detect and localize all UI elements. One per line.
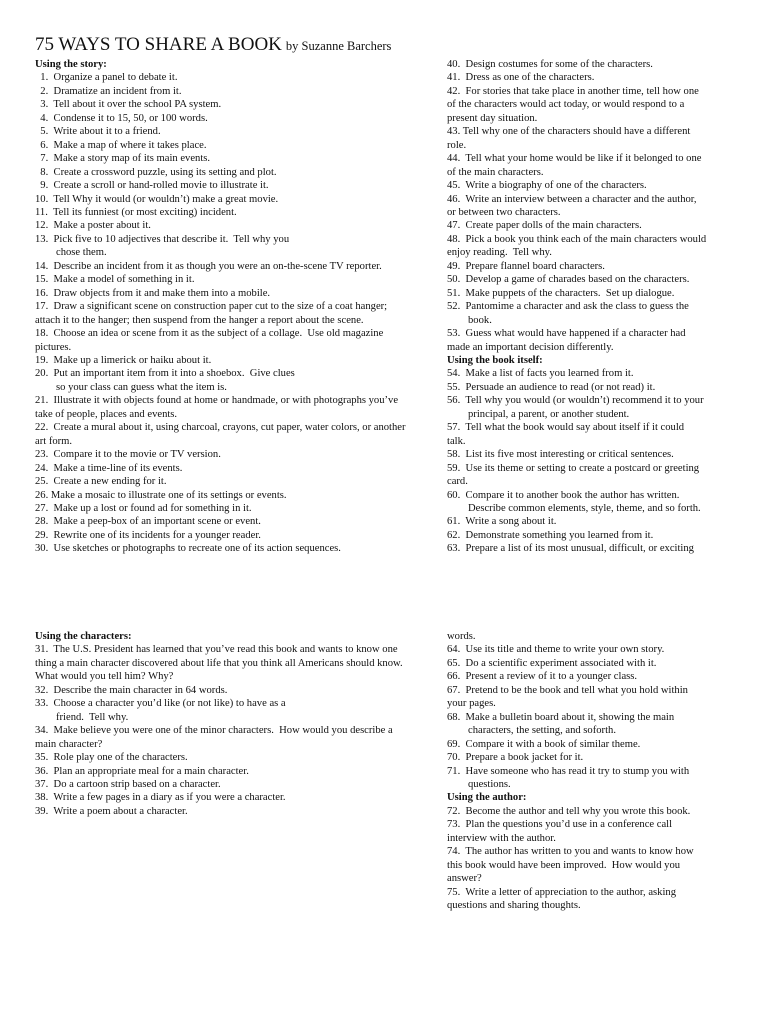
list-line: 64. Use its title and theme to write your own story. (447, 644, 665, 656)
list-line: 10. Tell Why it would (or wouldn’t) make a great movie. (35, 193, 279, 205)
list-line: 44. Tell what your home would be like if it belonged to one (447, 153, 702, 165)
list-line: 27. Make up a lost or found ad for something in it. (35, 502, 252, 514)
list-line: 50. Develop a game of charades based on the characters. (447, 274, 690, 286)
list-line: so your class can guess what the item is. (56, 381, 227, 393)
list-line: chose them. (56, 247, 107, 259)
list-line: 42. For stories that take place in another time, tell how one (447, 85, 699, 97)
list-line: questions. (468, 778, 511, 790)
list-line: book. (468, 314, 492, 326)
list-line: 36. Plan an appropriate meal for a main character. (35, 765, 249, 777)
section-heading: Using the author: (447, 792, 527, 804)
list-line: 30. Use sketches or photographs to recreate one of its action sequences. (35, 543, 341, 555)
list-line: 16. Draw objects from it and make them into a mobile. (35, 287, 271, 299)
list-line: 13. Pick five to 10 adjectives that describe it. Tell why you (35, 233, 290, 245)
list-line: 45. Write a biography of one of the characters. (447, 180, 647, 192)
list-line: 8. Create a crossword puzzle, using its setting and plot. (35, 166, 277, 178)
list-line: 51. Make puppets of the characters. Set up dialogue. (447, 287, 675, 299)
list-line: 56. Tell why you would (or wouldn’t) recommend it to your (447, 395, 704, 407)
list-line: thing a main character discovered about life that you think all Americans should know. (35, 657, 403, 669)
list-line: enjoy reading. Tell why. (447, 247, 552, 259)
list-line: your pages. (447, 698, 496, 710)
section-heading: Using the book itself: (447, 354, 543, 366)
list-line: 53. Guess what would have happened if a character had (447, 328, 686, 340)
list-line: 65. Do a scientific experiment associated with it. (447, 657, 657, 669)
list-line: role. (447, 139, 467, 151)
list-line: 17. Draw a significant scene on construction paper cut to the size of a coat hanger; (35, 301, 388, 313)
list-line: 6. Make a map of where it takes place. (35, 139, 207, 151)
list-line: 11. Tell its funniest (or most exciting) incident. (35, 206, 237, 218)
list-line: 40. Design costumes for some of the characters. (447, 59, 653, 70)
list-line: 31. The U.S. President has learned that you’ve read this book and wants to know one (35, 644, 398, 656)
list-line: 62. Demonstrate something you learned from it. (447, 529, 654, 541)
list-line: 55. Persuade an audience to read (or not read) it. (447, 381, 656, 393)
list-line: 43. Tell why one of the characters should have a different (447, 126, 691, 138)
list-line: 4. Condense it to 15, 50, or 100 words. (35, 112, 208, 124)
column-book-and-author (447, 630, 737, 913)
list-line: questions and sharing thoughts. (447, 900, 581, 912)
list-line: of the main characters. (447, 166, 544, 178)
list-line: 32. Describe the main character in 64 words. (35, 684, 228, 696)
list-line: card. (447, 476, 468, 488)
list-line: 34. Make believe you were one of the minor characters. How would you describe a (35, 725, 393, 737)
list-line: 72. Become the author and tell why you wrote this book. (447, 805, 691, 817)
title-main: 75 WAYS TO SHARE A BOOK (35, 34, 282, 55)
list-line: 67. Pretend to be the book and tell what you hold within (447, 684, 688, 696)
list-line: 39. Write a poem about a character. (35, 805, 188, 817)
list-line: Describe common elements, style, theme, and so forth. (468, 502, 701, 514)
list-line: 52. Pantomime a character and ask the class to guess the (447, 301, 689, 313)
list-line: 66. Present a review of it to a younger class. (447, 671, 638, 683)
column-using-the-story (35, 58, 447, 556)
list-line: 58. List its five most interesting or critical sentences. (447, 449, 674, 461)
section-heading: Using the characters: (35, 631, 132, 642)
list-line: 23. Compare it to the movie or TV version. (35, 449, 221, 461)
list-line: 29. Rewrite one of its incidents for a younger reader. (35, 529, 261, 541)
list-line: take of people, places and events. (35, 408, 178, 420)
list-line: 12. Make a poster about it. (35, 220, 151, 232)
list-line: 75. Write a letter of appreciation to the author, asking (447, 886, 676, 898)
list-line: 37. Do a cartoon strip based on a character. (35, 778, 221, 790)
list-line: principal, a parent, or another student. (468, 408, 630, 420)
list-line: 26. Make a mosaic to illustrate one of its settings or events. (35, 489, 287, 501)
list-line: of the characters would act today, or would respond to a (447, 99, 685, 111)
list-line: 38. Write a few pages in a diary as if you were a character. (35, 792, 286, 804)
list-line: 61. Write a song about it. (447, 516, 557, 528)
list-line: 3. Tell about it over the school PA system. (35, 99, 222, 111)
list-line: answer? (447, 873, 482, 885)
list-line: 73. Plan the questions you’d use in a conference call (447, 819, 673, 831)
list-line: 59. Use its theme or setting to create a postcard or greeting (447, 462, 700, 474)
list-line: 1. Organize a panel to debate it. (35, 72, 178, 84)
list-line: art form. (35, 435, 73, 447)
list-line: 20. Put an important item from it into a shoebox. Give clues (35, 368, 295, 380)
list-line: 63. Prepare a list of its most unusual, difficult, or exciting (447, 543, 694, 555)
list-line: 25. Create a new ending for it. (35, 476, 167, 488)
list-line: 5. Write about it to a friend. (35, 126, 161, 138)
list-line: 69. Compare it with a book of similar theme. (447, 738, 641, 750)
title-byline: by Suzanne Barchers (285, 39, 392, 53)
list-line: talk. (447, 435, 466, 447)
list-line: friend. Tell why. (56, 711, 129, 723)
list-line: 35. Role play one of the characters. (35, 752, 188, 764)
list-line: 46. Write an interview between a character and the author, (447, 193, 697, 205)
list-line: 2. Dramatize an incident from it. (35, 85, 182, 97)
list-line: or between two characters. (447, 206, 561, 218)
list-line: 60. Compare it to another book the author has written. (447, 489, 680, 501)
column-characters-and-book (447, 58, 737, 556)
list-line: 68. Make a bulletin board about it, showing the main (447, 711, 675, 723)
list-line: 70. Prepare a book jacket for it. (447, 752, 584, 764)
list-line: 47. Create paper dolls of the main characters. (447, 220, 642, 232)
list-line: words. (447, 631, 476, 642)
column-using-the-characters (35, 630, 447, 818)
section-heading: Using the story: (35, 59, 107, 70)
list-line: 49. Prepare flannel board characters. (447, 260, 605, 272)
list-line: 24. Make a time-line of its events. (35, 462, 183, 474)
list-line: interview with the author. (447, 832, 556, 844)
list-line: 71. Have someone who has read it try to stump you with (447, 765, 690, 777)
list-line: pictures. (35, 341, 72, 353)
list-line: 48. Pick a book you think each of the main characters would (447, 233, 707, 245)
list-line: 54. Make a list of facts you learned from it. (447, 368, 634, 380)
list-line: 28. Make a peep-box of an important scene or event. (35, 516, 261, 528)
list-line: 18. Choose an idea or scene from it as the subject of a collage. Use old magazine (35, 328, 384, 340)
list-line: made an important decision differently. (447, 341, 614, 353)
list-line: 14. Describe an incident from it as though you were an on-the-scene TV reporter. (35, 260, 382, 272)
list-line: 9. Create a scroll or hand-rolled movie to illustrate it. (35, 180, 269, 192)
list-line: this book would have been improved. How would you (447, 859, 681, 871)
list-line: present day situation. (447, 112, 538, 124)
list-line: characters, the setting, and soforth. (468, 725, 616, 737)
list-line: 74. The author has written to you and wants to know how (447, 846, 694, 858)
list-line: 41. Dress as one of the characters. (447, 72, 595, 84)
list-line: 21. Illustrate it with objects found at home or handmade, or with photographs you’ve (35, 395, 399, 407)
list-line: 15. Make a model of something in it. (35, 274, 195, 286)
list-line: 22. Create a mural about it, using charcoal, crayons, cut paper, water colors, or another (35, 422, 406, 434)
document-title (35, 34, 391, 57)
list-line: 7. Make a story map of its main events. (35, 153, 211, 165)
list-line: 19. Make up a limerick or haiku about it. (35, 354, 212, 366)
list-line: 33. Choose a character you’d like (or not like) to have as a (35, 698, 286, 710)
list-line: attach it to the hanger; then suspend from the hanger a report about the scene. (35, 314, 364, 326)
list-line: main character? (35, 738, 103, 750)
list-line: What would you tell him? Why? (35, 671, 174, 683)
list-line: 57. Tell what the book would say about itself if it could (447, 422, 685, 434)
